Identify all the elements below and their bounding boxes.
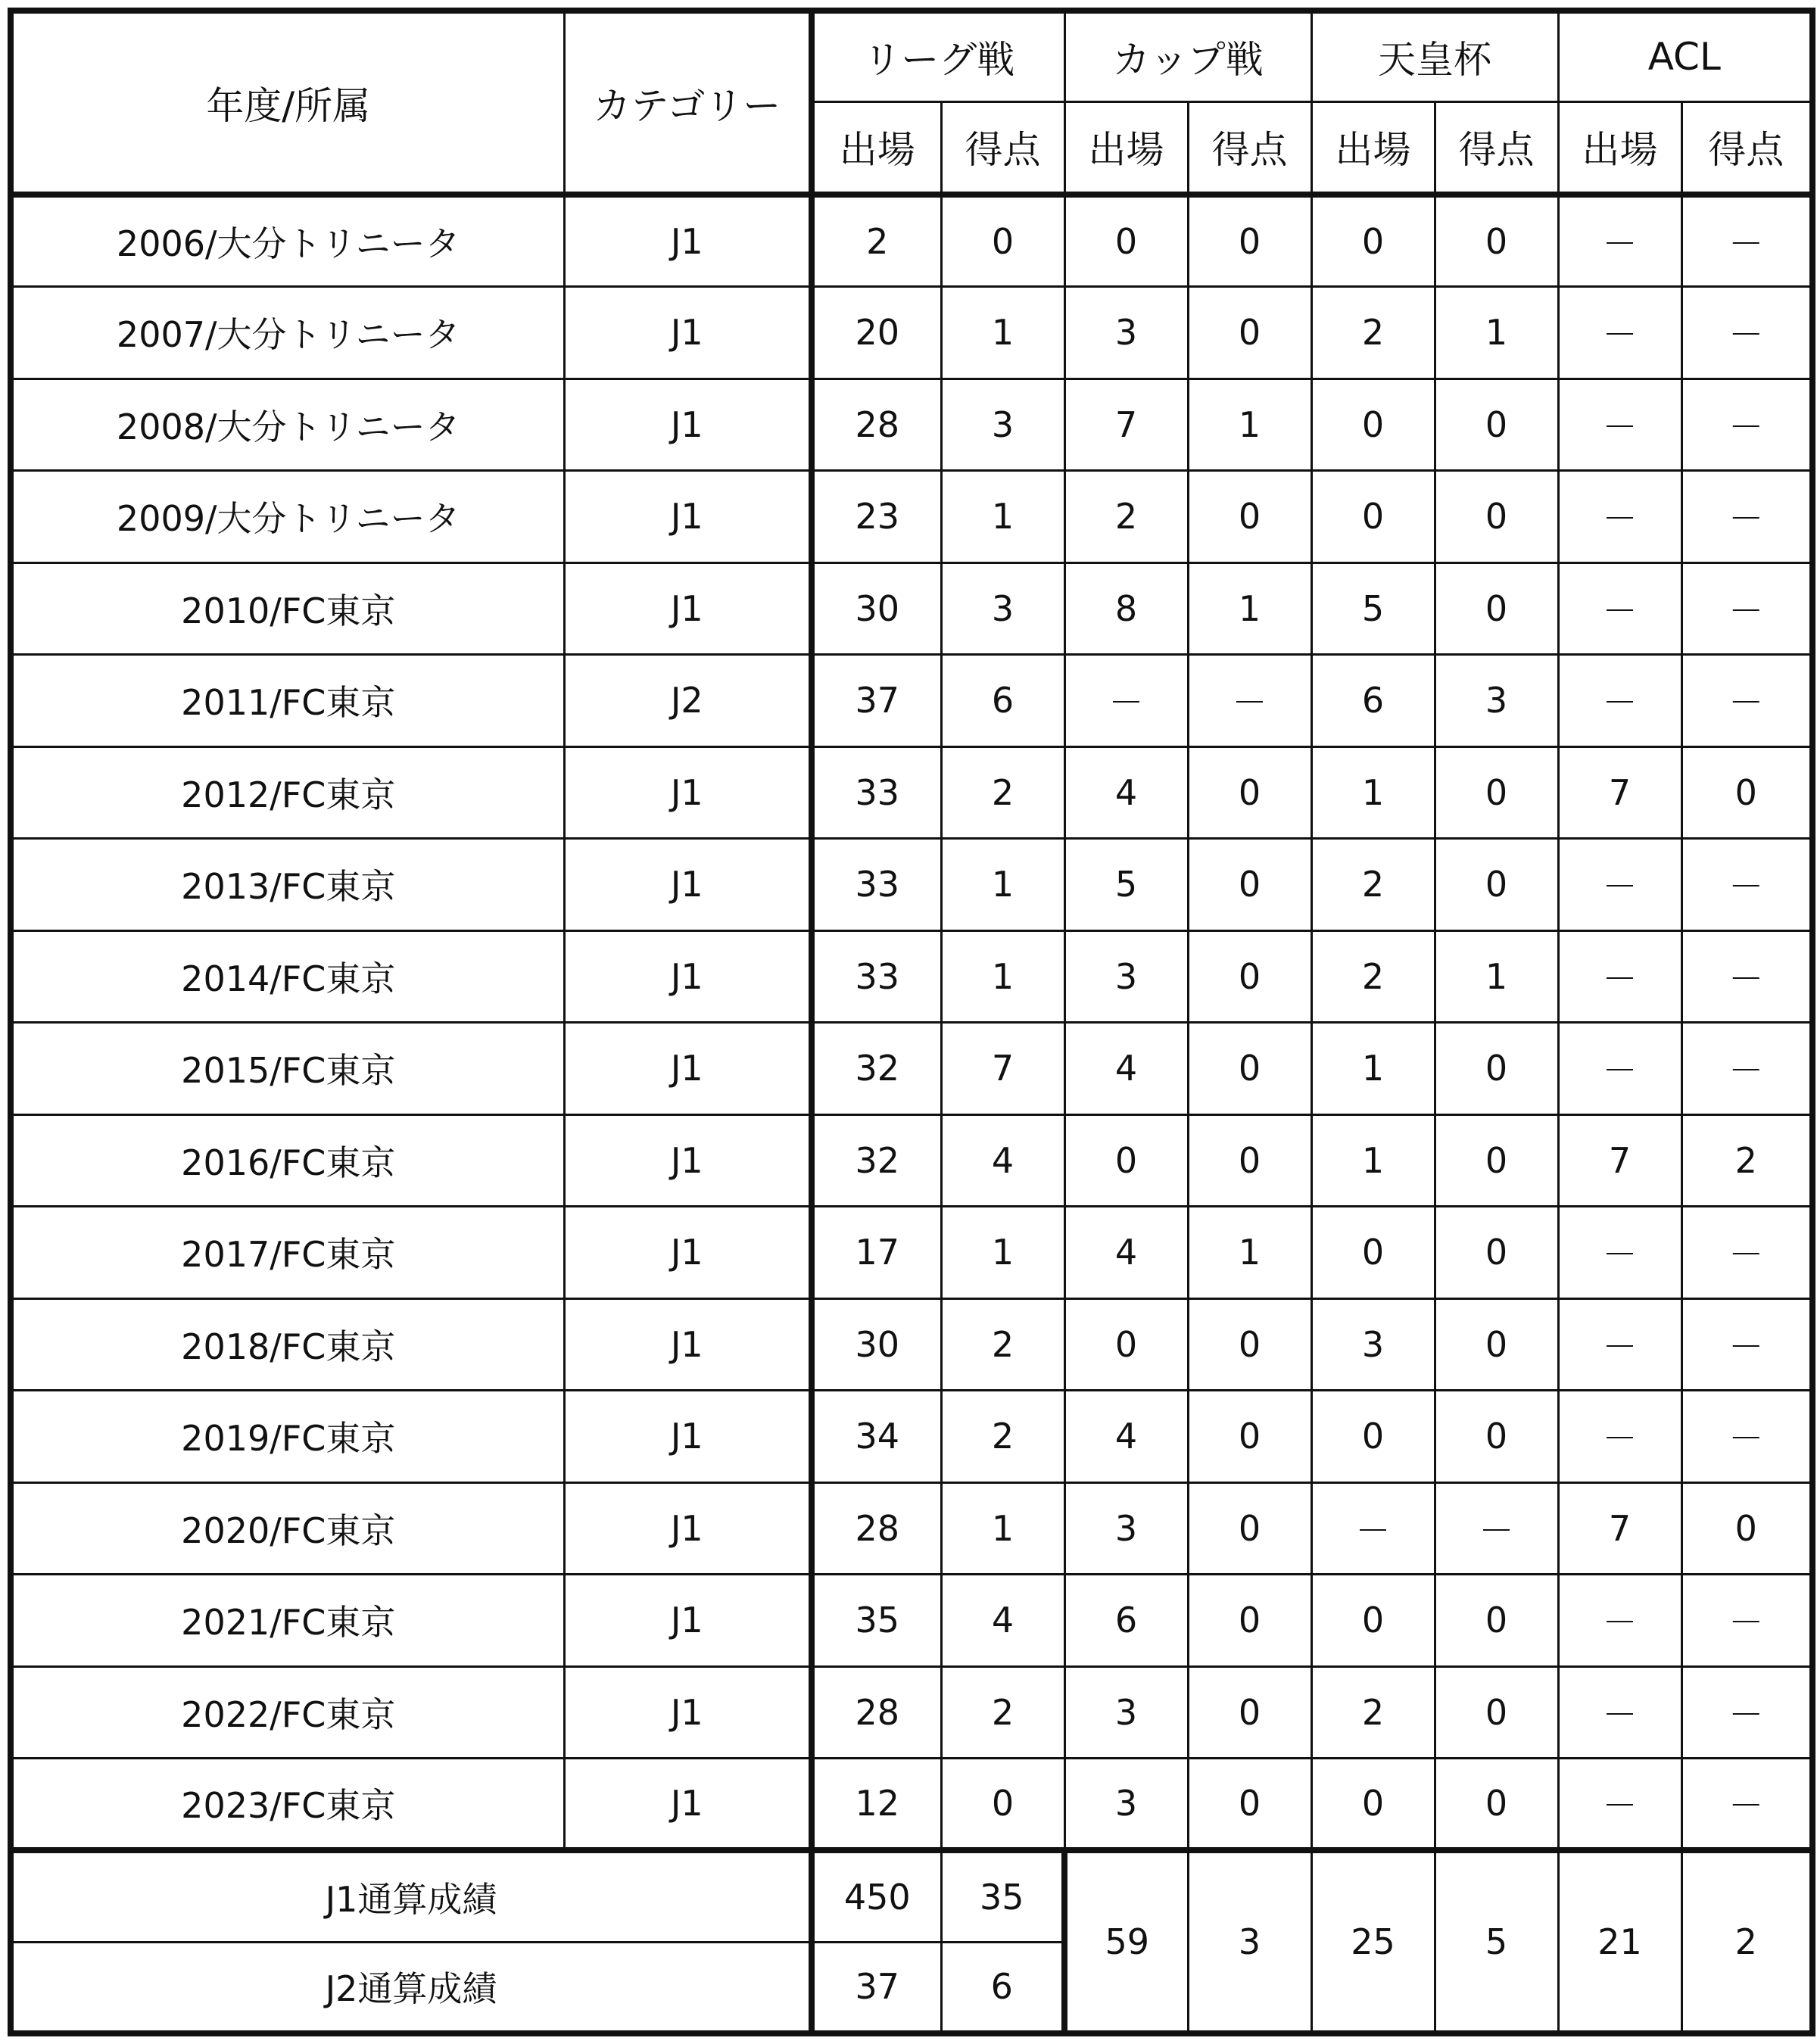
cell-cup-apps: 4 — [1064, 1023, 1188, 1115]
cell-year-club: 2023/FC東京 — [11, 1759, 564, 1851]
cell-year-club: 2022/FC東京 — [11, 1666, 564, 1759]
cell-category: J1 — [564, 1482, 812, 1575]
cell-cup-apps: 5 — [1064, 839, 1188, 931]
cell-acl-apps: 7 — [1558, 746, 1681, 839]
cell-cup-goals: 0 — [1188, 930, 1311, 1023]
cell-cup-goals: 0 — [1188, 746, 1311, 839]
cell-year-club: 2012/FC東京 — [11, 746, 564, 839]
cell-acl-apps: － — [1558, 1298, 1681, 1391]
header-acl-apps: 出場 — [1558, 101, 1681, 195]
cell-acl-apps: － — [1558, 195, 1681, 287]
cell-year-club: 2008/大分トリニータ — [11, 379, 564, 471]
cell-acl-goals: － — [1681, 379, 1812, 471]
cell-cup-apps: 2 — [1064, 471, 1188, 563]
cell-category: J1 — [564, 1114, 812, 1207]
table-row — [11, 1482, 1812, 1575]
cell-emperors-apps: 6 — [1311, 655, 1435, 747]
cell-emperors-goals: 0 — [1435, 1391, 1558, 1483]
cell-year-club: 2017/FC東京 — [11, 1207, 564, 1299]
table-row — [11, 1666, 1812, 1759]
cell-league-goals: 6 — [941, 655, 1064, 747]
cell-category: J1 — [564, 839, 812, 931]
cell-league-goals: 2 — [941, 1666, 1064, 1759]
totals-section — [11, 1850, 1812, 2033]
cell-acl-apps: 7 — [1558, 1482, 1681, 1575]
cell-cup-apps: 0 — [1064, 1114, 1188, 1207]
cell-category: J1 — [564, 1666, 812, 1759]
cell-emperors-goals: 0 — [1435, 195, 1558, 287]
cell-year-club: 2014/FC東京 — [11, 930, 564, 1023]
cell-emperors-goals: 0 — [1435, 1114, 1558, 1207]
cell-cup-goals: 0 — [1188, 1114, 1311, 1207]
header-emperors-cup: 天皇杯 — [1311, 11, 1558, 101]
cell-league-apps: 33 — [812, 839, 941, 931]
cell-year-club: 2007/大分トリニータ — [11, 287, 564, 379]
cell-acl-goals: － — [1681, 1759, 1812, 1851]
header-cup-goals: 得点 — [1188, 101, 1311, 195]
table-row — [11, 1207, 1812, 1299]
table-row — [11, 562, 1812, 655]
cell-cup-apps: 4 — [1064, 746, 1188, 839]
total-cup-goals: 3 — [1188, 1850, 1311, 2033]
cell-acl-goals: － — [1681, 562, 1812, 655]
cell-emperors-goals: 0 — [1435, 379, 1558, 471]
table-row — [11, 195, 1812, 287]
cell-acl-apps: － — [1558, 379, 1681, 471]
cell-emperors-apps: 0 — [1311, 1391, 1435, 1483]
cell-league-goals: 1 — [941, 1207, 1064, 1299]
cell-acl-goals: － — [1681, 930, 1812, 1023]
cell-cup-apps: 3 — [1064, 1759, 1188, 1851]
table-header — [11, 11, 1812, 195]
table-row — [11, 1759, 1812, 1851]
cell-emperors-apps: 1 — [1311, 746, 1435, 839]
cell-emperors-goals: 0 — [1435, 471, 1558, 563]
table-row — [11, 1023, 1812, 1115]
cell-league-apps: 30 — [812, 562, 941, 655]
cell-emperors-apps: 5 — [1311, 562, 1435, 655]
cell-cup-goals: 1 — [1188, 379, 1311, 471]
career-stats-table — [8, 8, 1815, 2036]
cell-cup-apps: 8 — [1064, 562, 1188, 655]
cell-league-apps: 28 — [812, 1482, 941, 1575]
cell-cup-goals: 0 — [1188, 195, 1311, 287]
cell-cup-goals: 0 — [1188, 1759, 1311, 1851]
cell-emperors-apps: － — [1311, 1482, 1435, 1575]
cell-acl-apps: － — [1558, 1207, 1681, 1299]
cell-emperors-goals: 0 — [1435, 1298, 1558, 1391]
cell-league-goals: 2 — [941, 1391, 1064, 1483]
cell-emperors-apps: 0 — [1311, 471, 1435, 563]
cell-cup-goals: 0 — [1188, 471, 1311, 563]
cell-category: J1 — [564, 1298, 812, 1391]
cell-category: J1 — [564, 1391, 812, 1483]
cell-emperors-goals: － — [1435, 1482, 1558, 1575]
cell-year-club: 2021/FC東京 — [11, 1575, 564, 1667]
cell-emperors-goals: 0 — [1435, 562, 1558, 655]
total-emperors-goals: 5 — [1435, 1850, 1558, 2033]
cell-year-club: 2011/FC東京 — [11, 655, 564, 747]
header-league: リーグ戦 — [812, 11, 1064, 101]
cell-cup-apps: 3 — [1064, 1666, 1188, 1759]
cell-league-apps: 34 — [812, 1391, 941, 1483]
cell-category: J1 — [564, 1575, 812, 1667]
cell-acl-apps: － — [1558, 655, 1681, 747]
cell-emperors-apps: 2 — [1311, 287, 1435, 379]
cell-cup-goals: 1 — [1188, 1207, 1311, 1299]
cell-acl-apps: － — [1558, 562, 1681, 655]
cell-league-goals: 1 — [941, 287, 1064, 379]
header-emperors-goals: 得点 — [1435, 101, 1558, 195]
cell-emperors-apps: 2 — [1311, 839, 1435, 931]
table-body — [11, 195, 1812, 1850]
cell-emperors-apps: 2 — [1311, 930, 1435, 1023]
cell-acl-apps: － — [1558, 930, 1681, 1023]
cell-acl-goals: － — [1681, 1207, 1812, 1299]
table-row — [11, 471, 1812, 563]
header-cup: カップ戦 — [1064, 11, 1311, 101]
cell-league-goals: 1 — [941, 839, 1064, 931]
cell-league-apps: 33 — [812, 746, 941, 839]
table-row — [11, 379, 1812, 471]
j2-total-league-apps: 37 — [812, 1942, 941, 2033]
cell-acl-goals: － — [1681, 1023, 1812, 1115]
stats-table-container — [8, 8, 1809, 2033]
header-year-club: 年度/所属 — [11, 11, 564, 195]
header-emperors-apps: 出場 — [1311, 101, 1435, 195]
cell-cup-apps: 3 — [1064, 1482, 1188, 1575]
cell-acl-apps: － — [1558, 471, 1681, 563]
cell-acl-goals: － — [1681, 1298, 1812, 1391]
cell-category: J1 — [564, 379, 812, 471]
cell-acl-goals: － — [1681, 471, 1812, 563]
cell-emperors-apps: 0 — [1311, 195, 1435, 287]
cell-emperors-goals: 0 — [1435, 1023, 1558, 1115]
cell-emperors-apps: 0 — [1311, 1759, 1435, 1851]
cell-emperors-goals: 0 — [1435, 746, 1558, 839]
cell-cup-goals: － — [1188, 655, 1311, 747]
cell-category: J1 — [564, 1023, 812, 1115]
cell-league-apps: 35 — [812, 1575, 941, 1667]
header-league-apps: 出場 — [812, 101, 941, 195]
table-row — [11, 930, 1812, 1023]
cell-category: J1 — [564, 1759, 812, 1851]
j1-total-league-goals: 35 — [941, 1850, 1064, 1942]
cell-acl-goals: － — [1681, 1391, 1812, 1483]
cell-emperors-apps: 0 — [1311, 1575, 1435, 1667]
cell-league-goals: 7 — [941, 1023, 1064, 1115]
cell-acl-apps: 7 — [1558, 1114, 1681, 1207]
cell-category: J1 — [564, 562, 812, 655]
cell-cup-apps: 0 — [1064, 1298, 1188, 1391]
cell-emperors-apps: 1 — [1311, 1114, 1435, 1207]
total-emperors-apps: 25 — [1311, 1850, 1435, 2033]
cell-acl-apps: － — [1558, 1666, 1681, 1759]
cell-year-club: 2013/FC東京 — [11, 839, 564, 931]
header-acl: ACL — [1558, 11, 1812, 101]
cell-acl-goals: － — [1681, 839, 1812, 931]
cell-league-goals: 3 — [941, 379, 1064, 471]
cell-acl-goals: 0 — [1681, 746, 1812, 839]
cell-emperors-goals: 0 — [1435, 1207, 1558, 1299]
cell-year-club: 2009/大分トリニータ — [11, 471, 564, 563]
cell-category: J1 — [564, 746, 812, 839]
cell-cup-apps: 7 — [1064, 379, 1188, 471]
cell-league-apps: 28 — [812, 379, 941, 471]
total-cup-apps: 59 — [1064, 1850, 1188, 2033]
cell-cup-apps: 0 — [1064, 195, 1188, 287]
cell-cup-apps: 3 — [1064, 930, 1188, 1023]
cell-league-apps: 33 — [812, 930, 941, 1023]
header-cup-apps: 出場 — [1064, 101, 1188, 195]
cell-acl-apps: － — [1558, 1023, 1681, 1115]
cell-acl-goals: － — [1681, 655, 1812, 747]
cell-cup-goals: 0 — [1188, 1391, 1311, 1483]
cell-league-apps: 28 — [812, 1666, 941, 1759]
cell-acl-apps: － — [1558, 1575, 1681, 1667]
cell-cup-apps: 4 — [1064, 1391, 1188, 1483]
cell-year-club: 2020/FC東京 — [11, 1482, 564, 1575]
cell-emperors-goals: 0 — [1435, 1575, 1558, 1667]
cell-acl-apps: － — [1558, 1759, 1681, 1851]
cell-emperors-apps: 2 — [1311, 1666, 1435, 1759]
cell-category: J1 — [564, 1207, 812, 1299]
cell-category: J1 — [564, 471, 812, 563]
cell-cup-apps: － — [1064, 655, 1188, 747]
cell-league-apps: 30 — [812, 1298, 941, 1391]
cell-emperors-goals: 3 — [1435, 655, 1558, 747]
header-category: カテゴリー — [564, 11, 812, 195]
cell-emperors-apps: 3 — [1311, 1298, 1435, 1391]
cell-league-apps: 17 — [812, 1207, 941, 1299]
j2-total-label: J2通算成績 — [11, 1942, 812, 2033]
cell-league-goals: 0 — [941, 195, 1064, 287]
header-acl-goals: 得点 — [1681, 101, 1812, 195]
cell-league-apps: 37 — [812, 655, 941, 747]
cell-league-apps: 2 — [812, 195, 941, 287]
cell-league-apps: 23 — [812, 471, 941, 563]
cell-league-goals: 2 — [941, 746, 1064, 839]
cell-league-goals: 1 — [941, 930, 1064, 1023]
cell-league-apps: 12 — [812, 1759, 941, 1851]
cell-league-goals: 4 — [941, 1114, 1064, 1207]
cell-emperors-goals: 1 — [1435, 287, 1558, 379]
cell-league-apps: 20 — [812, 287, 941, 379]
cell-league-goals: 4 — [941, 1575, 1064, 1667]
cell-cup-goals: 0 — [1188, 1023, 1311, 1115]
table-row — [11, 1575, 1812, 1667]
cell-cup-goals: 1 — [1188, 562, 1311, 655]
table-row — [11, 1298, 1812, 1391]
cell-league-goals: 3 — [941, 562, 1064, 655]
cell-emperors-apps: 1 — [1311, 1023, 1435, 1115]
cell-emperors-apps: 0 — [1311, 1207, 1435, 1299]
cell-league-apps: 32 — [812, 1114, 941, 1207]
table-row — [11, 287, 1812, 379]
cell-year-club: 2019/FC東京 — [11, 1391, 564, 1483]
cell-year-club: 2010/FC東京 — [11, 562, 564, 655]
cell-league-goals: 0 — [941, 1759, 1064, 1851]
cell-acl-goals: － — [1681, 1666, 1812, 1759]
cell-cup-goals: 0 — [1188, 1482, 1311, 1575]
total-acl-apps: 21 — [1558, 1850, 1681, 2033]
cell-cup-goals: 0 — [1188, 1298, 1311, 1391]
j1-total-league-apps: 450 — [812, 1850, 941, 1942]
cell-league-goals: 1 — [941, 471, 1064, 563]
table-row — [11, 655, 1812, 747]
cell-category: J1 — [564, 930, 812, 1023]
cell-cup-apps: 6 — [1064, 1575, 1188, 1667]
cell-category: J1 — [564, 195, 812, 287]
cell-league-apps: 32 — [812, 1023, 941, 1115]
cell-acl-goals: － — [1681, 287, 1812, 379]
cell-category: J2 — [564, 655, 812, 747]
table-row — [11, 839, 1812, 931]
table-row — [11, 746, 1812, 839]
cell-acl-apps: － — [1558, 1391, 1681, 1483]
cell-cup-goals: 0 — [1188, 839, 1311, 931]
cell-cup-goals: 0 — [1188, 1575, 1311, 1667]
cell-year-club: 2006/大分トリニータ — [11, 195, 564, 287]
cell-league-goals: 2 — [941, 1298, 1064, 1391]
table-row — [11, 1114, 1812, 1207]
cell-emperors-apps: 0 — [1311, 379, 1435, 471]
cell-acl-goals: 2 — [1681, 1114, 1812, 1207]
cell-acl-apps: － — [1558, 287, 1681, 379]
table-row — [11, 1391, 1812, 1483]
cell-cup-goals: 0 — [1188, 287, 1311, 379]
cell-cup-apps: 4 — [1064, 1207, 1188, 1299]
header-league-goals: 得点 — [941, 101, 1064, 195]
cell-acl-goals: 0 — [1681, 1482, 1812, 1575]
cell-year-club: 2015/FC東京 — [11, 1023, 564, 1115]
cell-acl-goals: － — [1681, 195, 1812, 287]
cell-emperors-goals: 0 — [1435, 1666, 1558, 1759]
cell-emperors-goals: 0 — [1435, 1759, 1558, 1851]
cell-year-club: 2016/FC東京 — [11, 1114, 564, 1207]
cell-league-goals: 1 — [941, 1482, 1064, 1575]
cell-emperors-goals: 1 — [1435, 930, 1558, 1023]
cell-acl-apps: － — [1558, 839, 1681, 931]
j2-total-league-goals: 6 — [941, 1942, 1064, 2033]
cell-cup-apps: 3 — [1064, 287, 1188, 379]
cell-category: J1 — [564, 287, 812, 379]
cell-emperors-goals: 0 — [1435, 839, 1558, 931]
cell-cup-goals: 0 — [1188, 1666, 1311, 1759]
cell-acl-goals: － — [1681, 1575, 1812, 1667]
j1-total-label: J1通算成績 — [11, 1850, 812, 1942]
total-acl-goals: 2 — [1681, 1850, 1812, 2033]
cell-year-club: 2018/FC東京 — [11, 1298, 564, 1391]
